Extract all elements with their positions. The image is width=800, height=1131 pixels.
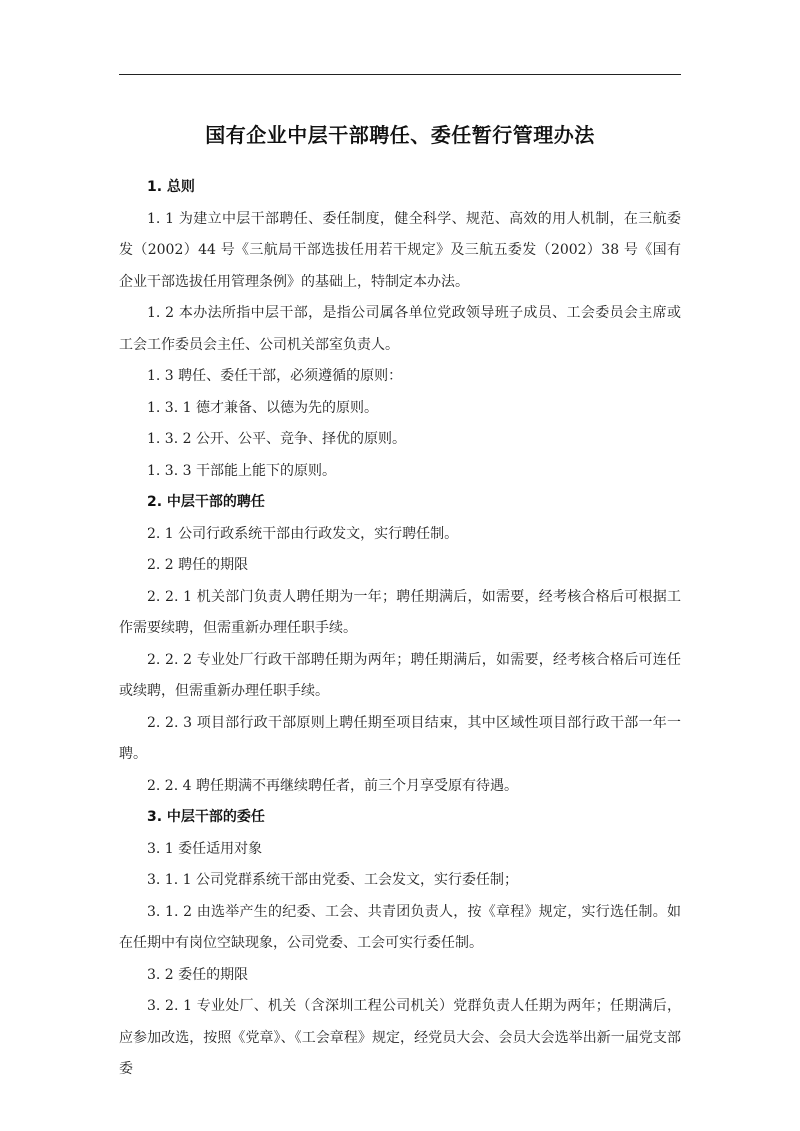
- paragraph: 1. 2 本办法所指中层干部，是指公司属各单位党政领导班子成员、工会委员会主席或工会工作委员会主任、公司机关部室负责人。: [119, 305, 681, 353]
- paragraph: 2. 2. 1 机关部门负责人聘任期为一年；聘任期满后，如需要，经考核合格后可根据工作需要续聘，但需重新办理任职手续。: [119, 588, 681, 636]
- paragraph: 2. 2. 4 聘任期满不再继续聘任者，前三个月享受原有待遇。: [147, 777, 518, 794]
- paragraph: 1. 1 为建立中层干部聘任、委任制度，健全科学、规范、高效的用人机制，在三航委发（2002）44 号《三航局干部选拔任用若干规定》及三航五委发（2002）38 号《国有企业干部选拔任用管理条例》的基础上，特制定本办法。: [119, 210, 681, 290]
- document-title: 国有企业中层干部聘任、委任暂行管理办法: [205, 123, 595, 147]
- section-heading: 1. 总则: [147, 179, 195, 195]
- header-rule: [119, 74, 681, 75]
- paragraph: 2. 1 公司行政系统干部由行政发文，实行聘任制。: [147, 525, 459, 542]
- section-heading: 2. 中层干部的聘任: [147, 494, 265, 510]
- paragraph: 2. 2 聘任的期限: [147, 557, 249, 573]
- paragraph: 1. 3. 2 公开、公平、竞争、择优的原则。: [147, 431, 406, 447]
- paragraph: 3. 2 委任的期限: [147, 966, 249, 983]
- paragraph: 3. 1. 1 公司党群系统干部由党委、工会发文，实行委任制；: [147, 872, 518, 888]
- paragraph: 3. 2. 1 专业处厂、机关（含深圳工程公司机关）党群负责人任期为两年；任期满后，应参加改选，按照《党章》、《工会章程》规定，经党员大会、会员大会选举出新一届党支部委: [119, 998, 681, 1077]
- paragraph: 2. 2. 2 专业处厂行政干部聘任期为两年；聘任期满后，如需要，经考核合格后可连任或续聘，但需重新办理任职手续。: [119, 651, 681, 699]
- paragraph: 3. 1. 2 由选举产生的纪委、工会、共青团负责人，按《章程》规定，实行选任制。如在任期中有岗位空缺现象，公司党委、工会可实行委任制。: [119, 903, 681, 951]
- paragraph: 1. 3. 1 德才兼备、以德为先的原则。: [147, 399, 378, 416]
- paragraph: 3. 1 委任适用对象: [147, 840, 263, 857]
- section-heading: 3. 中层干部的委任: [147, 809, 265, 825]
- paragraph: 1. 3. 3 干部能上能下的原则。: [147, 462, 336, 479]
- paragraph: 2. 2. 3 项目部行政干部原则上聘任期至项目结束，其中区域性项目部行政干部一年一聘。: [119, 714, 681, 762]
- paragraph: 1. 3 聘任、委任干部，必须遵循的原则：: [147, 368, 403, 384]
- document-body: [119, 172, 681, 1086]
